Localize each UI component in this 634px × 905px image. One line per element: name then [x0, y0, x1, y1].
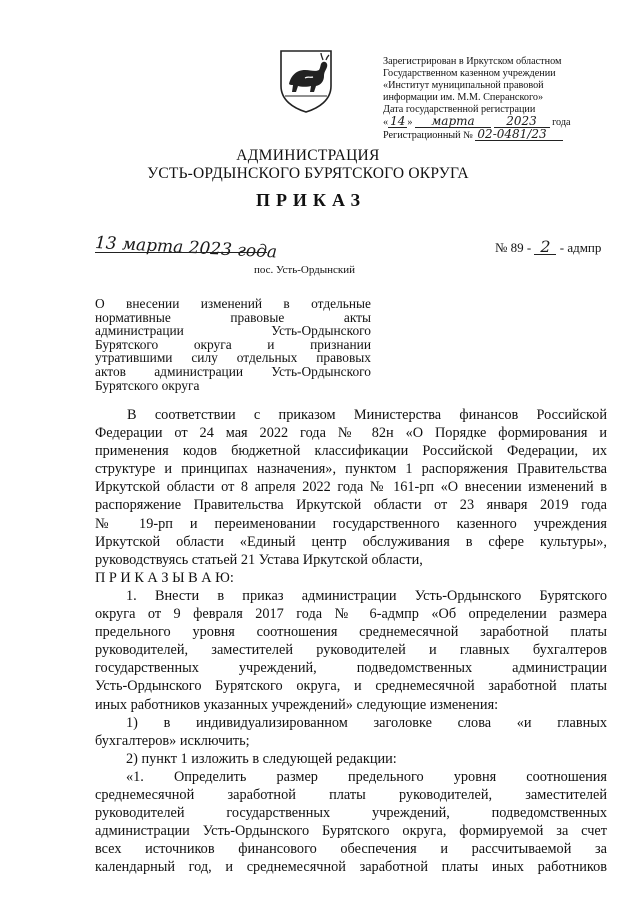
subject-line: администрации Усть-Ордынского: [95, 323, 371, 339]
order-date-handwritten: 13 марта 2023 года: [94, 233, 278, 263]
body-line: среднемесячной заработной платы руководителей, заместителей: [95, 786, 607, 803]
body-line: Иркутской области «Единый центр обслуживания в сфере культуры»,: [95, 533, 607, 550]
body-line: государственных учреждений, подведомственных администрации: [95, 660, 607, 677]
body-line: руководствуясь статьей 21 Устава Иркутской области,: [95, 551, 423, 568]
body-line: всех источников финансового обеспечения и рассчитываемой за: [95, 841, 607, 858]
coat-of-arms-emblem: [277, 48, 335, 114]
body-line: структуре и принципах назначения», пунктом 1 распоряжения Правительства: [95, 461, 607, 478]
body-line: 2) пункт 1 изложить в следующей редакции:: [126, 750, 397, 767]
body-line: бухгалтеров» исключить;: [95, 732, 250, 749]
body-line: Усть-Ордынского Бурятского округа, и среднемесячной заработной платы: [95, 678, 607, 695]
registration-line: Дата государственной регистрации: [383, 104, 536, 115]
registration-day: 14: [390, 114, 406, 128]
subject-line: Бурятского округа: [95, 377, 200, 393]
registration-line: Государственном казенном учреждении: [383, 68, 556, 79]
body-line: администрации Усть-Ордынского Бурятского округа, формируемой за счет: [95, 823, 607, 840]
subject-line: нормативные правовые акты: [95, 309, 371, 325]
registration-number: 02-0481/23: [475, 129, 563, 141]
organization-name-line-1: АДМИНИСТРАЦИЯ: [236, 147, 380, 164]
document-title: ПРИКАЗ: [255, 190, 367, 210]
registration-number-line: [383, 129, 623, 142]
body-line: Иркутской области от 8 апреля 2022 года № 161-рп «О внесении изменений в: [95, 479, 607, 496]
body-line: руководителей государственных учреждений, подведомственных: [95, 805, 607, 822]
registration-line: Зарегистрирован в Иркутском областном: [383, 56, 562, 67]
body-line: применения кодов бюджетной классификации Российской Федерации, их: [95, 443, 607, 460]
body-line: 1) в индивидуализированном заголовке слова «и главных: [126, 714, 607, 731]
body-line: иных работников указанных учреждений» следующие изменения:: [95, 696, 499, 713]
body-line: календарный год, и среднемесячной заработной платы иных работников: [95, 859, 607, 876]
order-number: [495, 237, 602, 256]
registration-month: марта: [415, 116, 491, 128]
organization-name-line-2: УСТЬ-ОРДЫНСКОГО БУРЯТСКОГО ОКРУГА: [147, 165, 469, 182]
body-line: распоряжение Правительства Иркутской области от 23 января 2019 года: [95, 497, 607, 514]
registration-line: информации им. М.М. Сперанского»: [383, 92, 544, 103]
order-subject: [95, 297, 371, 392]
registration-line: «Институт муниципальной правовой: [383, 80, 544, 91]
subject-line: Бурятского округа и признании: [95, 336, 371, 352]
order-number-handwritten: 2: [534, 240, 556, 255]
registration-stamp-block: [383, 56, 623, 142]
subject-line: утратившими силу отдельных правовых: [95, 350, 371, 366]
order-decree-word: П Р И К А З Ы В А Ю:: [95, 569, 234, 586]
body-line: «1. Определить размер предельного уровня соотношения: [126, 768, 607, 785]
subject-line: О внесении изменений в отдельные: [95, 296, 371, 311]
subject-line: актов администрации Усть-Ордынского: [95, 363, 371, 379]
body-line: В соответствии с приказом Министерства финансов Российской: [127, 407, 607, 423]
body-line: округа от 9 февраля 2017 года № 6-адмпр «Об определении размера: [95, 606, 607, 623]
registration-year-word: года: [552, 117, 571, 128]
body-line: № 19-рп и переименовании государственного казенного учреждения: [95, 515, 607, 532]
order-number-prefix: № 89 -: [495, 240, 532, 255]
order-date-underline: [95, 252, 267, 253]
body-line: 1. Внести в приказ администрации Усть-Ордынского Бурятского: [126, 587, 607, 604]
body-line: Федерации от 24 мая 2022 года № 82н «О Порядке формирования и: [95, 425, 607, 442]
registration-number-label: Регистрационный №: [383, 130, 473, 141]
order-number-suffix: - адмпр: [559, 240, 602, 255]
registration-year: 2023: [494, 116, 550, 128]
body-line: предельного уровня соотношения среднемесячной заработной платы: [95, 624, 607, 641]
place-of-issue: пос. Усть-Ордынский: [254, 264, 356, 276]
order-body: [95, 406, 607, 876]
registration-date-line: « 14 » марта 2023 года: [383, 114, 571, 128]
body-line: руководителей, заместителей руководителей и главных бухгалтеров: [95, 642, 607, 659]
